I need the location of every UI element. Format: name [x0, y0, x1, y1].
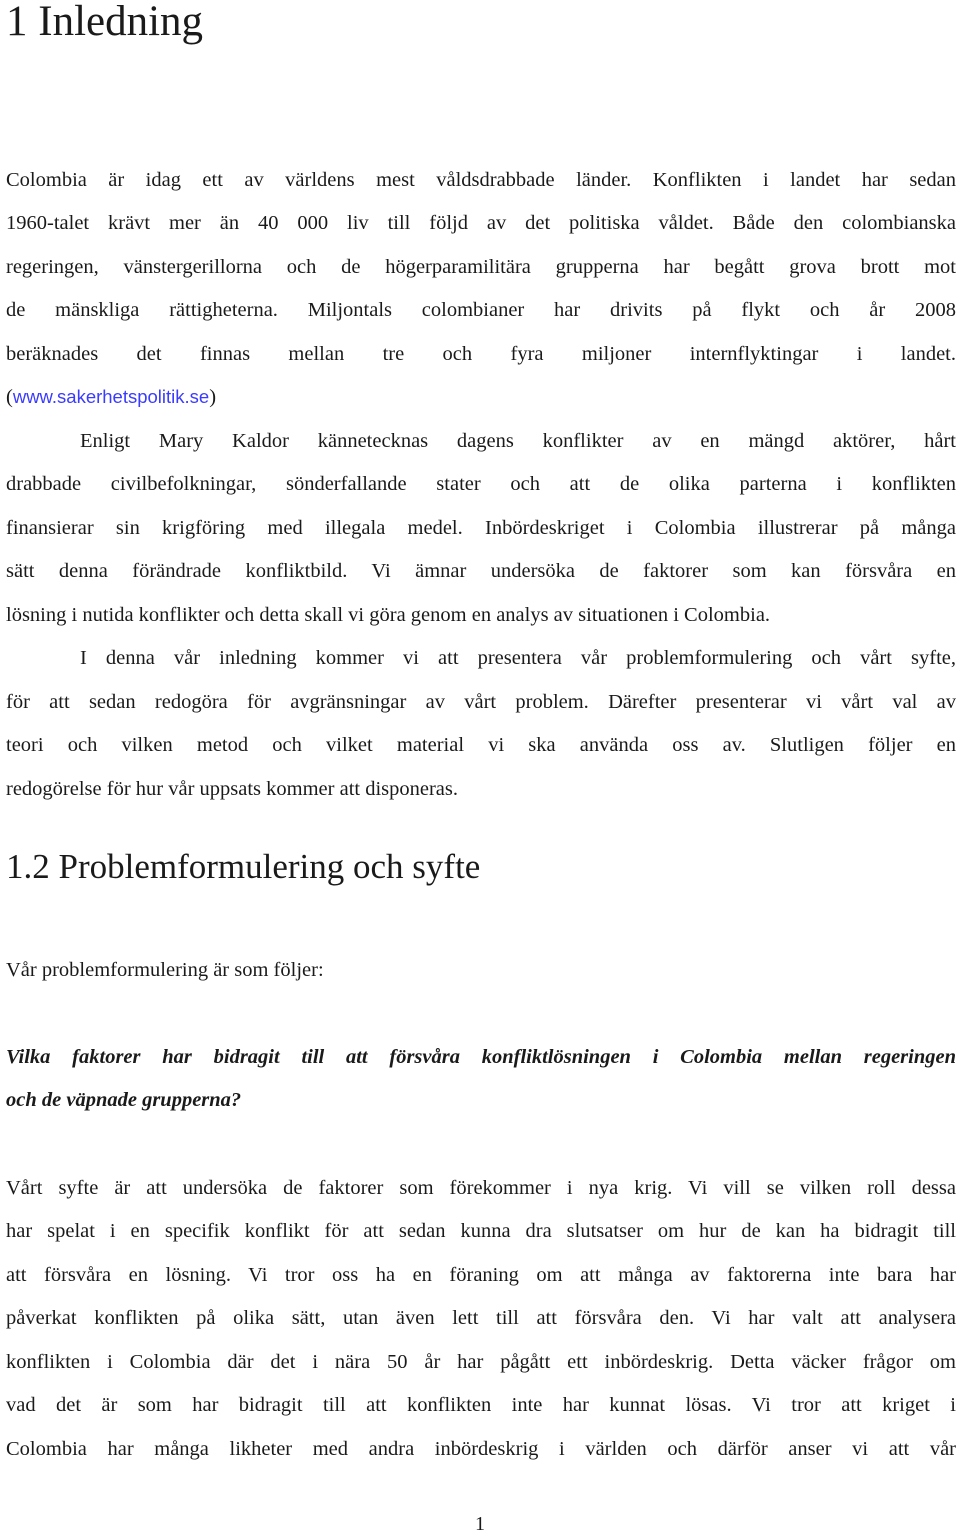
para2-line-4: sätt denna förändrade konfliktbild. Vi ämnar undersöka de faktorer som kan försvåra en: [6, 560, 956, 582]
purpose-line-5: konflikten i Colombia där det i nära 50 år har pågått ett inbördeskrig. Detta väcker frågor om: [6, 1351, 956, 1373]
paren-close: ): [209, 386, 217, 408]
section-heading: 1.2 Problemformulering och syfte: [6, 847, 481, 886]
para3-line-3: teori och vilken metod och vilket material vi ska använda oss av. Slutligen följer en: [6, 734, 956, 756]
purpose-line-3: att försvåra en lösning. Vi tror oss ha en föraning om att många av faktorerna inte bara har: [6, 1264, 956, 1286]
purpose-line-7: Colombia har många likheter med andra inbördeskrig i världen och därför anser vi att vår: [6, 1438, 956, 1460]
para3-line-1: I denna vår inledning kommer vi att presentera vår problemformulering och vårt syfte,: [80, 647, 956, 669]
purpose-line-4: påverkat konflikten på olika sätt, utan även lett till att försvåra den. Vi har valt att analysera: [6, 1307, 956, 1329]
source-link[interactable]: www.sakerhetspolitik.se: [12, 386, 210, 407]
intro-line-3: regeringen, vänstergerillorna och de högerparamilitära grupperna har begått grova brott mot: [6, 256, 956, 278]
intro-line-6: [6, 383, 956, 411]
purpose-line-6: vad det är som har bidragit till att konflikten inte har kunnat lösas. Vi tror att kriget i: [6, 1394, 956, 1416]
purpose-line-1: Vårt syfte är att undersöka de faktorer som förekommer i nya krig. Vi vill se vilken roll dessa: [6, 1177, 956, 1199]
para2-line-1: Enligt Mary Kaldor kännetecknas dagens konflikter av en mängd aktörer, hårt: [80, 430, 956, 452]
intro-line-1: Colombia är idag ett av världens mest våldsdrabbade länder. Konflikten i landet har sedan: [6, 169, 956, 191]
para2-line-3: finansierar sin krigföring med illegala medel. Inbördeskriget i Colombia illustrerar på många: [6, 517, 956, 539]
research-question-line-2: och de väpnade grupperna?: [6, 1089, 242, 1111]
purpose-line-2: har spelat i en specifik konflikt för att sedan kunna dra slutsatser om hur de kan ha bidragit till: [6, 1220, 956, 1242]
intro-line-2: 1960-talet krävt mer än 40 000 liv till följd av det politiska våldet. Både den colombianska: [6, 212, 956, 234]
page-number: 1: [475, 1513, 485, 1535]
problem-intro: Vår problemformulering är som följer:: [6, 959, 324, 981]
para2-line-5: lösning i nutida konflikter och detta skall vi göra genom en analys av situationen i Colombia.: [6, 604, 771, 626]
intro-line-5: beräknades det finnas mellan tre och fyra miljoner internflyktingar i landet.: [6, 343, 956, 365]
research-question-line-1: Vilka faktorer har bidragit till att försvåra konfliktlösningen i Colombia mellan regeringen: [6, 1046, 956, 1068]
intro-line-4: de mänskliga rättigheterna. Miljontals colombianer har drivits på flykt och år 2008: [6, 299, 956, 321]
para3-line-2: för att sedan redogöra för avgränsningar av vårt problem. Därefter presenterar vi vårt val av: [6, 691, 956, 713]
para2-line-2: drabbade civilbefolkningar, sönderfallande stater och att de olika parterna i konflikten: [6, 473, 956, 495]
para3-line-4: redogörelse för hur vår uppsats kommer att disponeras.: [6, 778, 459, 800]
paren-open: (: [6, 386, 13, 408]
chapter-heading: 1 Inledning: [6, 0, 204, 45]
